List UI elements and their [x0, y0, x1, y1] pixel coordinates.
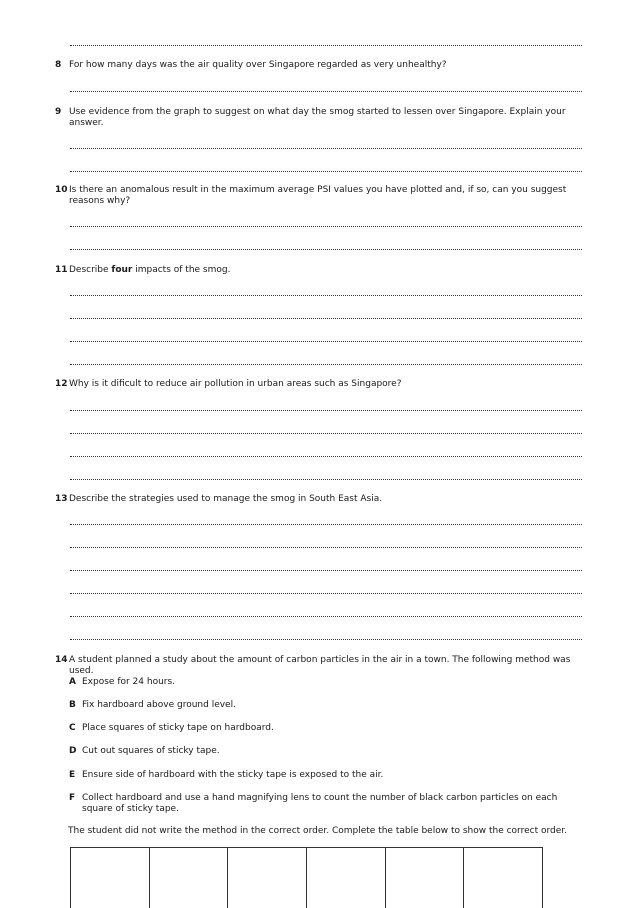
question-14	[55, 655, 575, 677]
step-letter: E	[69, 770, 76, 780]
answer-line[interactable]	[70, 479, 582, 480]
order-cell[interactable]	[227, 848, 306, 908]
step-text: Ensure side of hardboard with the sticky tape is exposed to the air.	[82, 770, 384, 780]
question-number: 8	[55, 60, 62, 70]
order-table	[70, 847, 543, 908]
order-cell[interactable]	[385, 848, 464, 908]
method-step-e	[69, 770, 579, 781]
method-step-b	[69, 700, 579, 711]
emphasis-text: four	[111, 265, 133, 275]
answer-line[interactable]	[70, 456, 582, 457]
question-9	[55, 107, 575, 129]
answer-line[interactable]	[70, 249, 582, 250]
order-cell[interactable]	[463, 848, 543, 908]
step-text: Collect hardboard and use a hand magnifying lens to count the number of black carbon particles on each square of sticky tape.	[82, 793, 558, 814]
question-number: 10	[55, 185, 68, 195]
method-step-d	[69, 746, 579, 757]
step-letter: C	[69, 723, 76, 733]
question-text: Describe four impacts of the smog.	[69, 265, 231, 275]
question-number: 11	[55, 265, 68, 275]
question-12	[55, 379, 575, 390]
method-step-c	[69, 723, 579, 734]
question-number: 13	[55, 494, 68, 504]
step-text: Fix hardboard above ground level.	[82, 700, 236, 710]
question-text: For how many days was the air quality over Singapore regarded as very unhealthy?	[69, 60, 447, 70]
answer-line[interactable]	[70, 524, 582, 525]
step-letter: F	[69, 793, 76, 803]
order-cell[interactable]	[149, 848, 228, 908]
answer-line[interactable]	[70, 593, 582, 594]
step-text: Cut out squares of sticky tape.	[82, 746, 220, 756]
answer-line[interactable]	[70, 433, 582, 434]
question-number: 14	[55, 655, 68, 665]
answer-line[interactable]	[70, 364, 582, 365]
question-11	[55, 265, 575, 276]
question-text: Is there an anomalous result in the maximum average PSI values you have plotted and, if so, can you suggest reasons why?	[69, 185, 567, 206]
question-text: Use evidence from the graph to suggest on what day the smog started to lessen over Singapore. Explain your answer.	[69, 107, 566, 128]
step-text: Expose for 24 hours.	[82, 677, 176, 687]
answer-line[interactable]	[70, 547, 582, 548]
answer-line[interactable]	[70, 295, 582, 296]
answer-line[interactable]	[70, 410, 582, 411]
question-8	[55, 60, 575, 71]
instruction-text: The student did not write the method in the correct order. Complete the table below to show the correct order.	[68, 826, 568, 836]
step-letter: D	[69, 746, 77, 756]
answer-line[interactable]	[70, 318, 582, 319]
question-text: A student planned a study about the amount of carbon particles in the air in a town. The following method was used.	[69, 655, 571, 676]
answer-line[interactable]	[70, 148, 582, 149]
question-text: Why is it dificult to reduce air pollution in urban areas such as Singapore?	[69, 379, 402, 389]
step-text: Place squares of sticky tape on hardboard.	[82, 723, 274, 733]
order-cell[interactable]	[306, 848, 385, 908]
answer-line[interactable]	[70, 639, 582, 640]
answer-line[interactable]	[70, 45, 582, 46]
method-step-a	[69, 677, 579, 688]
method-step-f	[69, 793, 579, 815]
answer-line[interactable]	[70, 226, 582, 227]
order-cell[interactable]	[70, 848, 149, 908]
question-number: 9	[55, 107, 62, 117]
answer-line[interactable]	[70, 91, 582, 92]
answer-line[interactable]	[70, 570, 582, 571]
question-text: Describe the strategies used to manage the smog in South East Asia.	[69, 494, 383, 504]
answer-line[interactable]	[70, 171, 582, 172]
step-letter: B	[69, 700, 76, 710]
question-10	[55, 185, 575, 207]
question-number: 12	[55, 379, 68, 389]
step-letter: A	[69, 677, 76, 687]
question-13	[55, 494, 575, 505]
answer-line[interactable]	[70, 341, 582, 342]
answer-line[interactable]	[70, 616, 582, 617]
